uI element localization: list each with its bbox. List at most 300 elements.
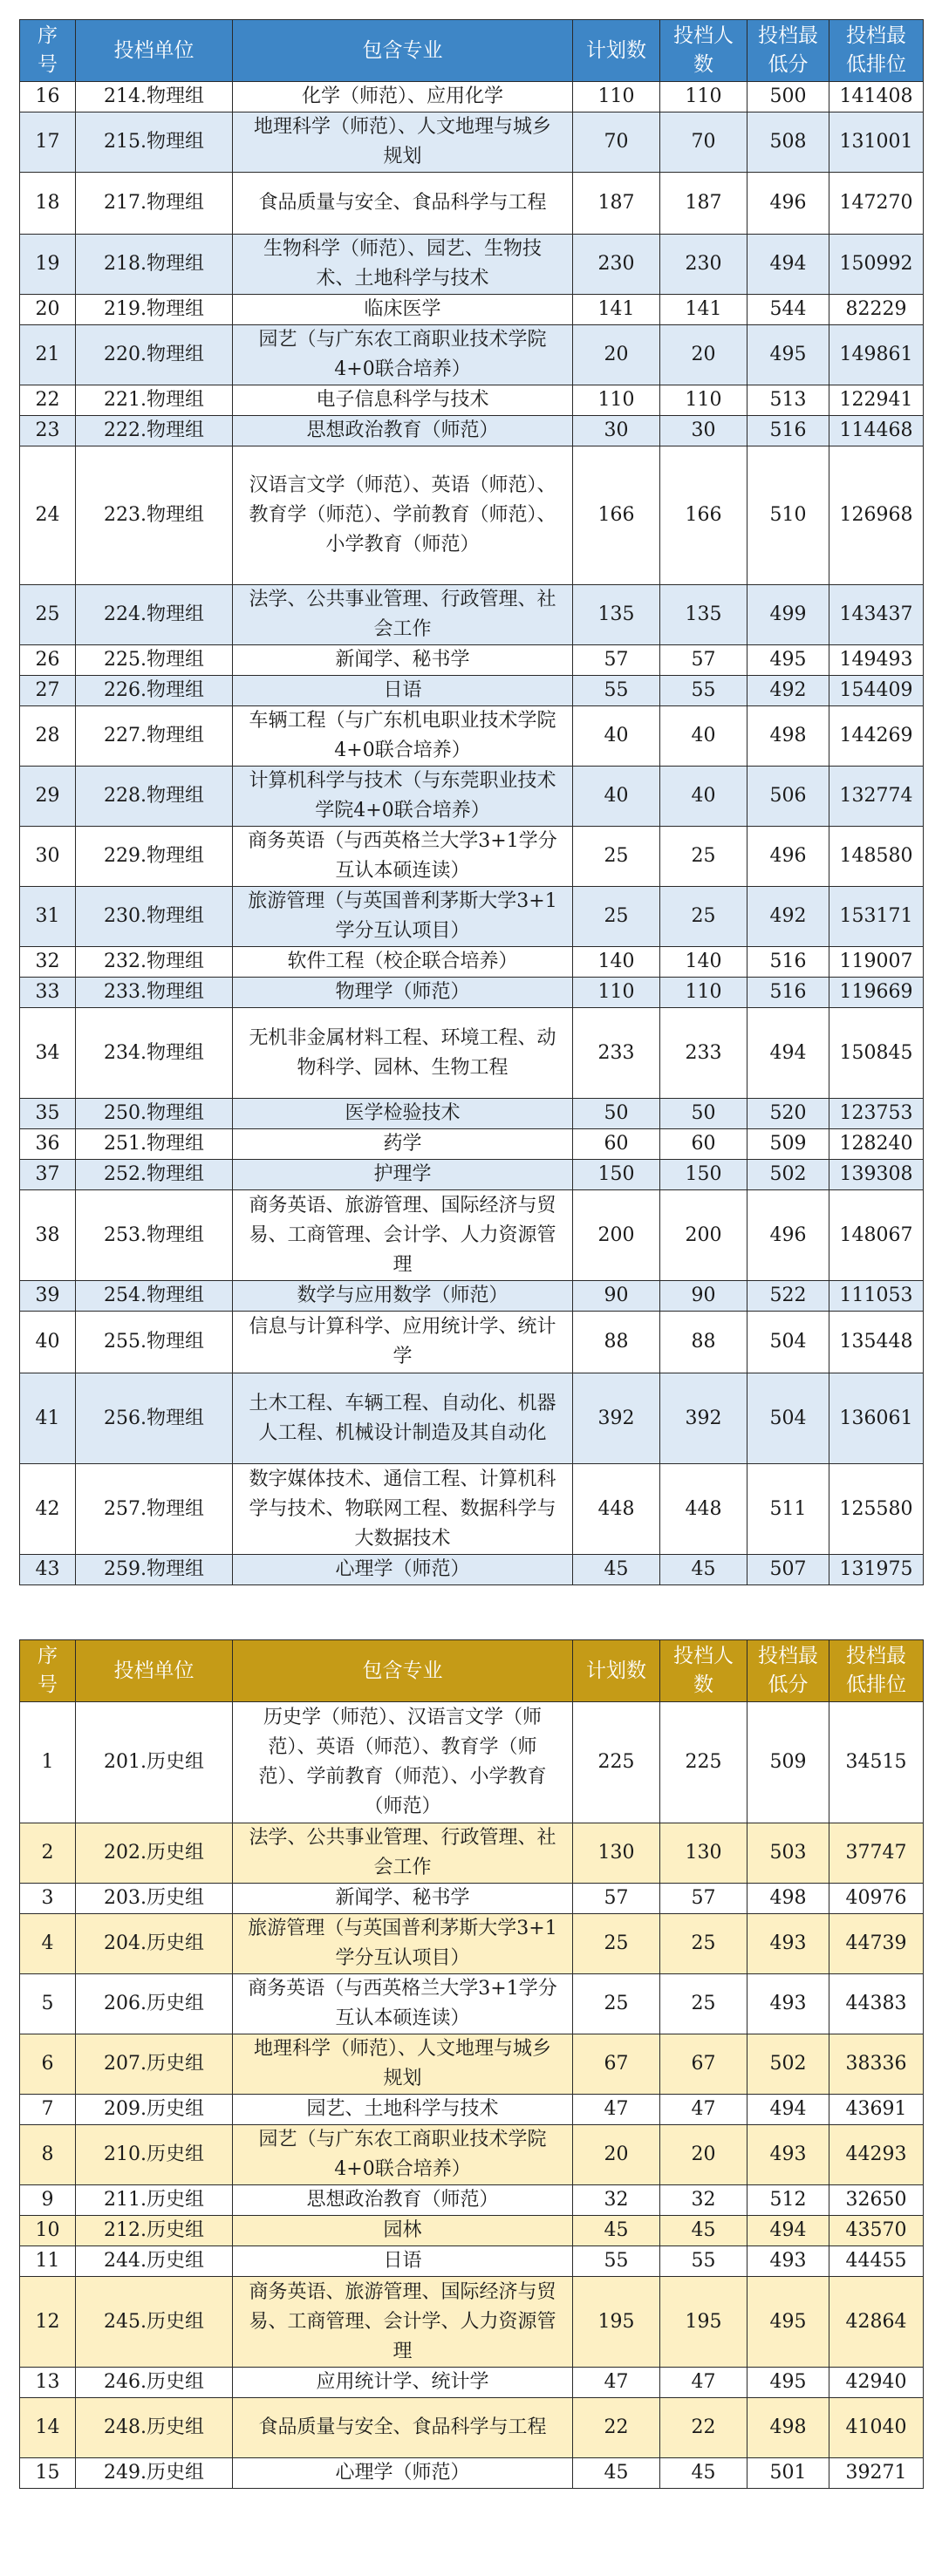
cell-majors: 食品质量与安全、食品科学与工程 — [233, 2398, 573, 2458]
cell-majors: 数字媒体技术、通信工程、计算机科学与技术、物联网工程、数据科学与大数据技术 — [233, 1464, 573, 1555]
cell-seq: 29 — [20, 767, 76, 827]
cell-plan: 88 — [573, 1312, 660, 1373]
table-row — [20, 416, 924, 446]
cell-seq: 38 — [20, 1190, 76, 1281]
cell-min-rank: 149493 — [829, 645, 924, 676]
cell-min-score: 495 — [747, 645, 829, 676]
cell-seq: 11 — [20, 2246, 76, 2277]
cell-unit: 219.物理组 — [76, 295, 233, 325]
cell-min-rank: 119669 — [829, 978, 924, 1008]
cell-plan: 130 — [573, 1823, 660, 1884]
cell-plan: 67 — [573, 2034, 660, 2095]
cell-min-score: 506 — [747, 767, 829, 827]
cell-min-rank: 119007 — [829, 947, 924, 978]
table-row — [20, 325, 924, 385]
cell-unit: 250.物理组 — [76, 1099, 233, 1129]
table-row — [20, 2095, 924, 2125]
cell-seq: 16 — [20, 82, 76, 112]
cell-unit: 224.物理组 — [76, 585, 233, 645]
header-min-score: 投档最低分 — [747, 1640, 829, 1702]
cell-unit: 246.历史组 — [76, 2368, 233, 2398]
cell-plan: 20 — [573, 325, 660, 385]
cell-unit: 210.历史组 — [76, 2125, 233, 2185]
cell-admitted: 110 — [660, 978, 747, 1008]
cell-seq: 43 — [20, 1555, 76, 1585]
cell-majors: 法学、公共事业管理、行政管理、社会工作 — [233, 585, 573, 645]
header-plan: 计划数 — [573, 1640, 660, 1702]
cell-plan: 50 — [573, 1099, 660, 1129]
cell-majors: 法学、公共事业管理、行政管理、社会工作 — [233, 1823, 573, 1884]
cell-plan: 60 — [573, 1129, 660, 1160]
table-row — [20, 887, 924, 947]
cell-majors: 汉语言文学（师范）、英语（师范）、教育学（师范）、学前教育（师范）、小学教育（师范） — [233, 446, 573, 585]
cell-min-rank: 131975 — [829, 1555, 924, 1585]
cell-admitted: 141 — [660, 295, 747, 325]
cell-min-score: 498 — [747, 706, 829, 767]
cell-min-rank: 42940 — [829, 2368, 924, 2398]
cell-admitted: 40 — [660, 767, 747, 827]
table-row — [20, 2125, 924, 2185]
cell-min-score: 508 — [747, 112, 829, 173]
cell-min-rank: 141408 — [829, 82, 924, 112]
cell-min-rank: 150992 — [829, 235, 924, 295]
header-min-score: 投档最低分 — [747, 20, 829, 82]
cell-min-score: 492 — [747, 887, 829, 947]
cell-majors: 地理科学（师范）、人文地理与城乡规划 — [233, 112, 573, 173]
cell-min-rank: 40976 — [829, 1884, 924, 1914]
cell-admitted: 187 — [660, 173, 747, 235]
cell-min-score: 516 — [747, 947, 829, 978]
cell-majors: 园艺（与广东农工商职业技术学院4+0联合培养） — [233, 325, 573, 385]
cell-admitted: 166 — [660, 446, 747, 585]
header-plan: 计划数 — [573, 20, 660, 82]
cell-seq: 8 — [20, 2125, 76, 2185]
cell-seq: 28 — [20, 706, 76, 767]
header-min-rank: 投档最低排位 — [829, 1640, 924, 1702]
cell-unit: 222.物理组 — [76, 416, 233, 446]
cell-min-score: 509 — [747, 1702, 829, 1823]
table-row — [20, 1008, 924, 1099]
cell-unit: 220.物理组 — [76, 325, 233, 385]
cell-min-score: 493 — [747, 1974, 829, 2034]
cell-majors: 地理科学（师范）、人文地理与城乡规划 — [233, 2034, 573, 2095]
cell-unit: 221.物理组 — [76, 385, 233, 416]
cell-min-score: 510 — [747, 446, 829, 585]
cell-admitted: 110 — [660, 82, 747, 112]
cell-min-rank: 125580 — [829, 1464, 924, 1555]
cell-unit: 215.物理组 — [76, 112, 233, 173]
table-row — [20, 385, 924, 416]
cell-plan: 22 — [573, 2398, 660, 2458]
cell-seq: 42 — [20, 1464, 76, 1555]
cell-plan: 55 — [573, 676, 660, 706]
cell-min-score: 493 — [747, 2246, 829, 2277]
table-row — [20, 947, 924, 978]
cell-plan: 233 — [573, 1008, 660, 1099]
cell-admitted: 60 — [660, 1129, 747, 1160]
cell-min-score: 498 — [747, 2398, 829, 2458]
cell-min-rank: 126968 — [829, 446, 924, 585]
cell-min-rank: 44293 — [829, 2125, 924, 2185]
cell-seq: 19 — [20, 235, 76, 295]
cell-admitted: 55 — [660, 676, 747, 706]
cell-admitted: 45 — [660, 1555, 747, 1585]
cell-plan: 187 — [573, 173, 660, 235]
cell-min-rank: 150845 — [829, 1008, 924, 1099]
cell-plan: 448 — [573, 1464, 660, 1555]
cell-plan: 32 — [573, 2185, 660, 2216]
table-row — [20, 767, 924, 827]
cell-seq: 7 — [20, 2095, 76, 2125]
cell-min-score: 493 — [747, 2125, 829, 2185]
cell-seq: 12 — [20, 2277, 76, 2368]
cell-unit: 218.物理组 — [76, 235, 233, 295]
cell-unit: 233.物理组 — [76, 978, 233, 1008]
cell-seq: 4 — [20, 1914, 76, 1974]
cell-admitted: 32 — [660, 2185, 747, 2216]
cell-min-score: 501 — [747, 2458, 829, 2489]
cell-min-rank: 43570 — [829, 2216, 924, 2246]
cell-seq: 3 — [20, 1884, 76, 1914]
cell-majors: 商务英语（与西英格兰大学3+1学分互认本硕连读） — [233, 827, 573, 887]
cell-majors: 应用统计学、统计学 — [233, 2368, 573, 2398]
table-row — [20, 82, 924, 112]
cell-admitted: 30 — [660, 416, 747, 446]
cell-plan: 45 — [573, 2216, 660, 2246]
cell-plan: 392 — [573, 1373, 660, 1464]
cell-min-score: 513 — [747, 385, 829, 416]
table-row — [20, 112, 924, 173]
cell-plan: 25 — [573, 887, 660, 947]
cell-min-rank: 44383 — [829, 1974, 924, 2034]
cell-majors: 商务英语（与西英格兰大学3+1学分互认本硕连读） — [233, 1974, 573, 2034]
cell-majors: 旅游管理（与英国普利茅斯大学3+1学分互认项目） — [233, 1914, 573, 1974]
cell-majors: 车辆工程（与广东机电职业技术学院4+0联合培养） — [233, 706, 573, 767]
cell-min-rank: 153171 — [829, 887, 924, 947]
cell-seq: 14 — [20, 2398, 76, 2458]
cell-min-score: 502 — [747, 2034, 829, 2095]
cell-unit: 214.物理组 — [76, 82, 233, 112]
cell-min-rank: 148067 — [829, 1190, 924, 1281]
cell-min-score: 507 — [747, 1555, 829, 1585]
cell-plan: 70 — [573, 112, 660, 173]
cell-seq: 10 — [20, 2216, 76, 2246]
cell-unit: 252.物理组 — [76, 1160, 233, 1190]
table-row — [20, 2216, 924, 2246]
cell-min-score: 495 — [747, 2277, 829, 2368]
cell-admitted: 90 — [660, 1281, 747, 1312]
cell-seq: 41 — [20, 1373, 76, 1464]
cell-plan: 110 — [573, 978, 660, 1008]
cell-seq: 6 — [20, 2034, 76, 2095]
cell-plan: 135 — [573, 585, 660, 645]
header-seq: 序号 — [20, 1640, 76, 1702]
header-row — [20, 1640, 924, 1702]
table-row — [20, 2034, 924, 2095]
cell-majors: 数学与应用数学（师范） — [233, 1281, 573, 1312]
header-seq: 序号 — [20, 20, 76, 82]
cell-plan: 40 — [573, 706, 660, 767]
cell-seq: 17 — [20, 112, 76, 173]
cell-min-score: 493 — [747, 1914, 829, 1974]
cell-admitted: 20 — [660, 2125, 747, 2185]
table-row — [20, 645, 924, 676]
cell-admitted: 57 — [660, 645, 747, 676]
cell-unit: 207.历史组 — [76, 2034, 233, 2095]
cell-majors: 生物科学（师范）、园艺、生物技术、土地科学与技术 — [233, 235, 573, 295]
cell-seq: 15 — [20, 2458, 76, 2489]
cell-admitted: 88 — [660, 1312, 747, 1373]
cell-min-rank: 122941 — [829, 385, 924, 416]
cell-admitted: 67 — [660, 2034, 747, 2095]
cell-majors: 化学（师范）、应用化学 — [233, 82, 573, 112]
table-row — [20, 1884, 924, 1914]
cell-min-rank: 128240 — [829, 1129, 924, 1160]
cell-plan: 25 — [573, 1974, 660, 2034]
cell-min-score: 496 — [747, 827, 829, 887]
table-row — [20, 2277, 924, 2368]
cell-min-score: 520 — [747, 1099, 829, 1129]
cell-majors: 软件工程（校企联合培养） — [233, 947, 573, 978]
cell-unit: 255.物理组 — [76, 1312, 233, 1373]
cell-seq: 36 — [20, 1129, 76, 1160]
cell-seq: 5 — [20, 1974, 76, 2034]
cell-min-rank: 37747 — [829, 1823, 924, 1884]
cell-min-rank: 149861 — [829, 325, 924, 385]
cell-seq: 2 — [20, 1823, 76, 1884]
table-row — [20, 2368, 924, 2398]
cell-unit: 209.历史组 — [76, 2095, 233, 2125]
cell-plan: 140 — [573, 947, 660, 978]
cell-admitted: 448 — [660, 1464, 747, 1555]
cell-plan: 141 — [573, 295, 660, 325]
header-admitted: 投档人数 — [660, 1640, 747, 1702]
header-unit: 投档单位 — [76, 20, 233, 82]
cell-admitted: 40 — [660, 706, 747, 767]
cell-min-rank: 144269 — [829, 706, 924, 767]
cell-unit: 212.历史组 — [76, 2216, 233, 2246]
cell-plan: 57 — [573, 1884, 660, 1914]
cell-plan: 166 — [573, 446, 660, 585]
cell-majors: 医学检验技术 — [233, 1099, 573, 1129]
cell-min-score: 496 — [747, 1190, 829, 1281]
cell-plan: 200 — [573, 1190, 660, 1281]
cell-admitted: 20 — [660, 325, 747, 385]
table-row — [20, 446, 924, 585]
cell-admitted: 233 — [660, 1008, 747, 1099]
cell-majors: 园艺、土地科学与技术 — [233, 2095, 573, 2125]
cell-seq: 1 — [20, 1702, 76, 1823]
cell-min-rank: 114468 — [829, 416, 924, 446]
cell-admitted: 47 — [660, 2368, 747, 2398]
table-row — [20, 2398, 924, 2458]
cell-majors: 物理学（师范） — [233, 978, 573, 1008]
cell-seq: 25 — [20, 585, 76, 645]
table-row — [20, 1823, 924, 1884]
cell-min-rank: 44455 — [829, 2246, 924, 2277]
cell-min-rank: 82229 — [829, 295, 924, 325]
cell-plan: 45 — [573, 1555, 660, 1585]
cell-min-rank: 38336 — [829, 2034, 924, 2095]
cell-seq: 22 — [20, 385, 76, 416]
header-row — [20, 20, 924, 82]
cell-min-score: 494 — [747, 2216, 829, 2246]
table-row — [20, 585, 924, 645]
cell-seq: 20 — [20, 295, 76, 325]
cell-min-score: 516 — [747, 978, 829, 1008]
cell-min-score: 494 — [747, 2095, 829, 2125]
table-row — [20, 1129, 924, 1160]
cell-unit: 217.物理组 — [76, 173, 233, 235]
cell-plan: 30 — [573, 416, 660, 446]
cell-majors: 电子信息科学与技术 — [233, 385, 573, 416]
cell-plan: 25 — [573, 1914, 660, 1974]
cell-min-rank: 143437 — [829, 585, 924, 645]
cell-majors: 土木工程、车辆工程、自动化、机器人工程、机械设计制造及其自动化 — [233, 1373, 573, 1464]
cell-min-score: 494 — [747, 235, 829, 295]
cell-majors: 商务英语、旅游管理、国际经济与贸易、工商管理、会计学、人力资源管理 — [233, 2277, 573, 2368]
cell-plan: 230 — [573, 235, 660, 295]
cell-admitted: 195 — [660, 2277, 747, 2368]
cell-plan: 40 — [573, 767, 660, 827]
table-row — [20, 676, 924, 706]
cell-unit: 248.历史组 — [76, 2398, 233, 2458]
cell-unit: 249.历史组 — [76, 2458, 233, 2489]
cell-majors: 日语 — [233, 676, 573, 706]
cell-min-rank: 43691 — [829, 2095, 924, 2125]
table-row — [20, 1312, 924, 1373]
table-row — [20, 1373, 924, 1464]
cell-majors: 园艺（与广东农工商职业技术学院4+0联合培养） — [233, 2125, 573, 2185]
cell-min-rank: 148580 — [829, 827, 924, 887]
cell-majors: 计算机科学与技术（与东莞职业技术学院4+0联合培养） — [233, 767, 573, 827]
cell-min-score: 512 — [747, 2185, 829, 2216]
cell-majors: 新闻学、秘书学 — [233, 1884, 573, 1914]
history-table-header — [20, 1640, 924, 1702]
cell-admitted: 22 — [660, 2398, 747, 2458]
cell-min-score: 544 — [747, 295, 829, 325]
cell-seq: 26 — [20, 645, 76, 676]
cell-unit: 201.历史组 — [76, 1702, 233, 1823]
cell-plan: 195 — [573, 2277, 660, 2368]
cell-plan: 57 — [573, 645, 660, 676]
cell-min-score: 495 — [747, 325, 829, 385]
cell-unit: 211.历史组 — [76, 2185, 233, 2216]
cell-majors: 日语 — [233, 2246, 573, 2277]
cell-min-rank: 32650 — [829, 2185, 924, 2216]
cell-min-rank: 111053 — [829, 1281, 924, 1312]
cell-unit: 244.历史组 — [76, 2246, 233, 2277]
cell-seq: 35 — [20, 1099, 76, 1129]
cell-min-rank: 136061 — [829, 1373, 924, 1464]
cell-seq: 39 — [20, 1281, 76, 1312]
cell-unit: 206.历史组 — [76, 1974, 233, 2034]
cell-unit: 259.物理组 — [76, 1555, 233, 1585]
cell-admitted: 25 — [660, 887, 747, 947]
cell-seq: 32 — [20, 947, 76, 978]
cell-unit: 230.物理组 — [76, 887, 233, 947]
cell-unit: 223.物理组 — [76, 446, 233, 585]
cell-min-score: 502 — [747, 1160, 829, 1190]
cell-min-score: 503 — [747, 1823, 829, 1884]
cell-unit: 254.物理组 — [76, 1281, 233, 1312]
cell-seq: 18 — [20, 173, 76, 235]
cell-majors: 药学 — [233, 1129, 573, 1160]
cell-seq: 33 — [20, 978, 76, 1008]
cell-admitted: 135 — [660, 585, 747, 645]
cell-unit: 227.物理组 — [76, 706, 233, 767]
cell-majors: 历史学（师范）、汉语言文学（师范）、英语（师范）、教育学（师范）、学前教育（师范）、小学教育（师范） — [233, 1702, 573, 1823]
cell-majors: 食品质量与安全、食品科学与工程 — [233, 173, 573, 235]
cell-admitted: 130 — [660, 1823, 747, 1884]
cell-unit: 229.物理组 — [76, 827, 233, 887]
history-admission-table — [19, 1639, 924, 2489]
cell-admitted: 45 — [660, 2216, 747, 2246]
cell-min-rank: 147270 — [829, 173, 924, 235]
cell-majors: 园林 — [233, 2216, 573, 2246]
cell-admitted: 150 — [660, 1160, 747, 1190]
table-row — [20, 1702, 924, 1823]
table-row — [20, 1555, 924, 1585]
cell-min-rank: 154409 — [829, 676, 924, 706]
cell-admitted: 225 — [660, 1702, 747, 1823]
cell-plan: 25 — [573, 827, 660, 887]
cell-majors: 思想政治教育（师范） — [233, 416, 573, 446]
cell-seq: 40 — [20, 1312, 76, 1373]
cell-majors: 新闻学、秘书学 — [233, 645, 573, 676]
table-row — [20, 2458, 924, 2489]
cell-unit: 232.物理组 — [76, 947, 233, 978]
header-admitted: 投档人数 — [660, 20, 747, 82]
cell-unit: 225.物理组 — [76, 645, 233, 676]
cell-majors: 信息与计算科学、应用统计学、统计学 — [233, 1312, 573, 1373]
cell-admitted: 70 — [660, 112, 747, 173]
cell-min-score: 495 — [747, 2368, 829, 2398]
cell-min-rank: 42864 — [829, 2277, 924, 2368]
cell-majors: 商务英语、旅游管理、国际经济与贸易、工商管理、会计学、人力资源管理 — [233, 1190, 573, 1281]
table-row — [20, 1099, 924, 1129]
cell-min-rank: 44739 — [829, 1914, 924, 1974]
cell-admitted: 200 — [660, 1190, 747, 1281]
table-row — [20, 706, 924, 767]
table-row — [20, 295, 924, 325]
cell-min-score: 500 — [747, 82, 829, 112]
table-row — [20, 2246, 924, 2277]
table-row — [20, 1914, 924, 1974]
table-row — [20, 1464, 924, 1555]
cell-plan: 47 — [573, 2368, 660, 2398]
cell-unit: 253.物理组 — [76, 1190, 233, 1281]
cell-seq: 30 — [20, 827, 76, 887]
cell-min-score: 499 — [747, 585, 829, 645]
cell-majors: 护理学 — [233, 1160, 573, 1190]
cell-plan: 20 — [573, 2125, 660, 2185]
history-table-body — [20, 1702, 924, 2489]
cell-admitted: 140 — [660, 947, 747, 978]
cell-unit: 226.物理组 — [76, 676, 233, 706]
cell-admitted: 230 — [660, 235, 747, 295]
cell-min-score: 494 — [747, 1008, 829, 1099]
cell-seq: 27 — [20, 676, 76, 706]
cell-seq: 34 — [20, 1008, 76, 1099]
header-min-rank: 投档最低排位 — [829, 20, 924, 82]
cell-plan: 110 — [573, 82, 660, 112]
physics-table-header — [20, 20, 924, 82]
physics-table-body — [20, 82, 924, 1585]
table-row — [20, 1281, 924, 1312]
cell-min-score: 522 — [747, 1281, 829, 1312]
cell-seq: 21 — [20, 325, 76, 385]
